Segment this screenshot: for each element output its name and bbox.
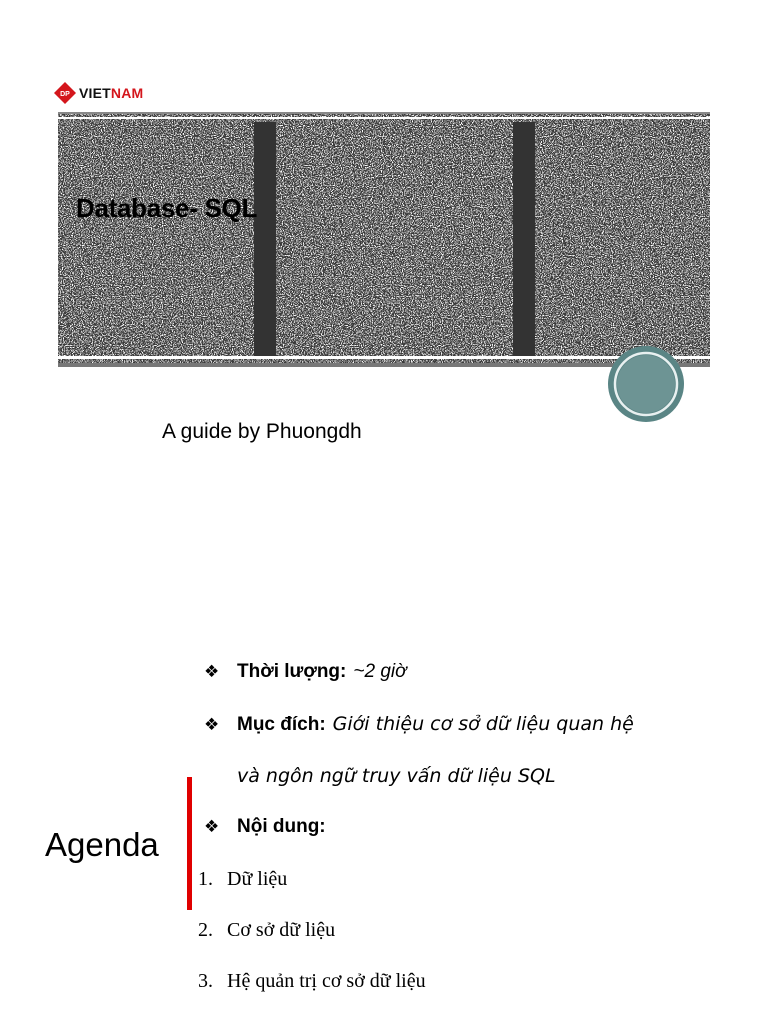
list-item-number: 1. xyxy=(198,868,213,890)
diamond-bullet-icon: ❖ xyxy=(204,817,220,837)
logo-word-dark: VIET xyxy=(79,85,111,101)
agenda-heading: Agenda xyxy=(45,826,159,863)
banner-texture xyxy=(58,112,710,367)
agenda-divider-bar xyxy=(187,777,192,910)
seal-emblem-icon xyxy=(607,345,685,423)
purpose-label: Mục đích: xyxy=(237,714,326,735)
list-item xyxy=(198,868,287,891)
list-item-text: Dữ liệu xyxy=(227,868,288,890)
logo-wordmark xyxy=(79,85,143,101)
duration-value: ~2 giờ xyxy=(353,661,407,682)
purpose-row xyxy=(204,713,634,736)
list-item-number: 2. xyxy=(198,919,213,941)
title-banner xyxy=(58,112,710,367)
logo-word-red: NAM xyxy=(110,85,144,101)
subtitle: A guide by Phuongdh xyxy=(162,420,362,443)
list-item xyxy=(198,970,426,993)
dp-diamond-icon xyxy=(54,82,76,104)
list-item-text: Hệ quản trị cơ sở dữ liệu xyxy=(227,970,426,992)
logo-badge-text: DP xyxy=(60,91,70,98)
diamond-bullet-icon: ❖ xyxy=(204,715,220,735)
content-row xyxy=(204,816,333,838)
duration-label: Thời lượng: xyxy=(237,661,347,682)
list-item-text: Cơ sở dữ liệu xyxy=(227,919,336,941)
banner-title: Database- SQL xyxy=(76,193,258,223)
list-item-number: 3. xyxy=(198,970,213,992)
diamond-bullet-icon: ❖ xyxy=(204,662,220,682)
content-label: Nội dung: xyxy=(237,816,326,837)
company-logo xyxy=(54,82,143,104)
duration-row xyxy=(204,661,407,683)
purpose-line-2: và ngôn ngữ truy vấn dữ liệu SQL xyxy=(237,765,556,787)
list-item xyxy=(198,919,335,942)
purpose-line-1: Giới thiệu cơ sở dữ liệu quan hệ xyxy=(332,713,634,735)
